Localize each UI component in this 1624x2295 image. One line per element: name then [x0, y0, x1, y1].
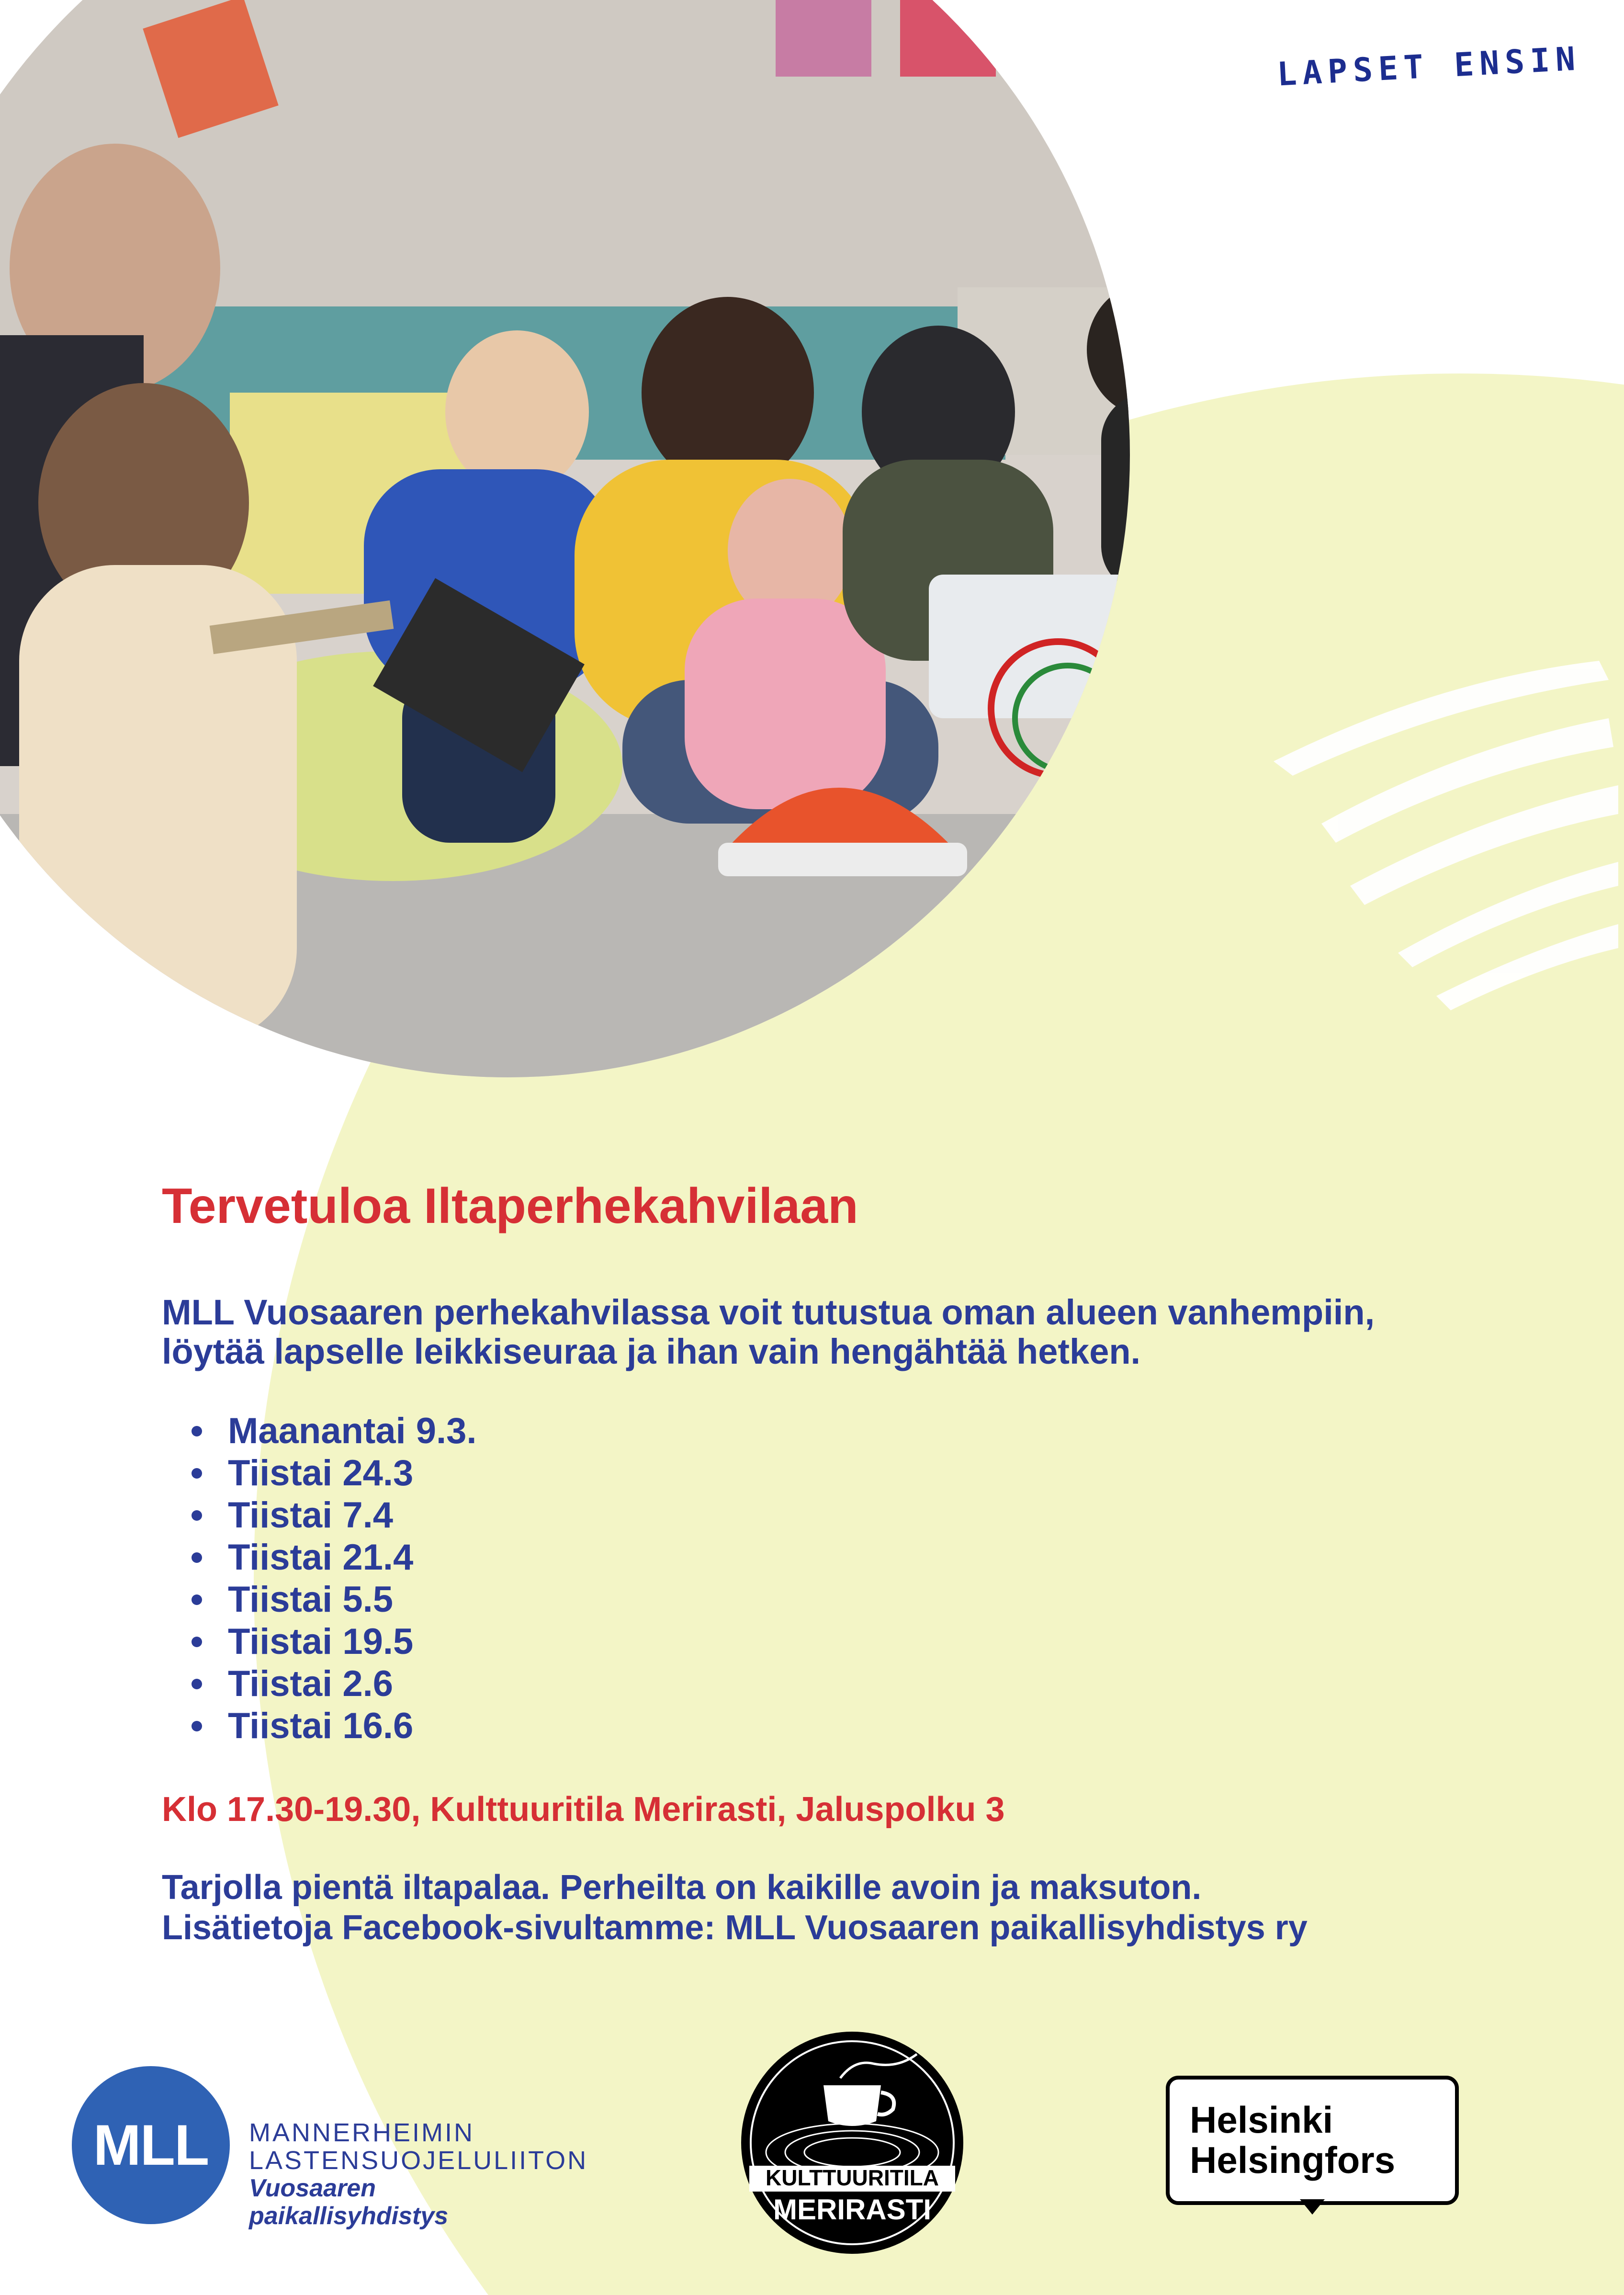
list-item [162, 1410, 477, 1452]
mll-name-line: MANNERHEIMIN [249, 2118, 475, 2147]
mll-text-block [249, 2119, 588, 2230]
extra-line: Tarjolla pientä iltapalaa. Perheilta on kaikille avoin ja maksuton. [162, 1868, 1202, 1907]
date-label: Tiistai 5.5 [228, 1579, 394, 1620]
bullet-dot-icon [192, 1594, 202, 1605]
helsinki-text [1190, 2100, 1395, 2180]
bullet-dot-icon [192, 1468, 202, 1479]
intro-line: MLL Vuosaaren perhekahvilassa voit tutustua oman alueen vanhempiin, [162, 1292, 1375, 1332]
mll-sub-line: Vuosaaren [249, 2174, 376, 2202]
date-label: Tiistai 7.4 [228, 1495, 394, 1536]
helsinki-line: Helsinki [1190, 2099, 1333, 2141]
extra-info [162, 1867, 1308, 1948]
helsinki-notch [1300, 2199, 1325, 2215]
list-item [162, 1705, 477, 1747]
bullet-dot-icon [192, 1552, 202, 1563]
extra-line: Lisätietoja Facebook-sivultamme: MLL Vuosaaren paikallisyhdistys ry [162, 1909, 1308, 1947]
list-item [162, 1452, 477, 1494]
bullet-dot-icon [192, 1679, 202, 1689]
list-item [162, 1579, 477, 1621]
intro-paragraph [162, 1293, 1407, 1371]
date-label: Maanantai 9.3. [228, 1411, 477, 1451]
dates-list [162, 1410, 477, 1747]
helsinki-logo [1166, 2076, 1463, 2219]
list-item [162, 1663, 477, 1705]
date-label: Tiistai 21.4 [228, 1537, 414, 1578]
mll-sub-line: paikallisyhdistys [249, 2202, 449, 2230]
date-label: Tiistai 2.6 [228, 1663, 394, 1704]
date-label: Tiistai 16.6 [228, 1706, 414, 1746]
merirasti-bottom-text: MERIRASTI [773, 2193, 931, 2226]
mll-name-line: LASTENSUOJELULIITON [249, 2146, 588, 2175]
merirasti-logo [740, 2030, 965, 2255]
mll-mark: MLL [72, 2066, 230, 2224]
tagline-lapset-ensin: LAPSET ENSIN [1276, 40, 1582, 94]
coffee-cup-icon [823, 2085, 881, 2126]
list-item [162, 1494, 477, 1537]
page-title: Tervetuloa Iltaperhekahvilaan [162, 1178, 858, 1234]
mll-logo [72, 2066, 588, 2230]
bullet-dot-icon [192, 1637, 202, 1647]
date-label: Tiistai 24.3 [228, 1453, 414, 1493]
time-and-place: Klo 17.30-19.30, Kulttuuritila Merirasti, Jaluspolku 3 [162, 1790, 1005, 1829]
bullet-dot-icon [192, 1510, 202, 1521]
bullet-dot-icon [192, 1721, 202, 1731]
intro-line: löytää lapselle leikkiseuraa ja ihan vain hengähtää hetken. [162, 1332, 1141, 1371]
list-item [162, 1537, 477, 1579]
merirasti-top-text: KULTTUURITILA [766, 2165, 939, 2190]
bullet-dot-icon [192, 1426, 202, 1436]
date-label: Tiistai 19.5 [228, 1621, 414, 1662]
list-item [162, 1621, 477, 1663]
helsinki-line: Helsingfors [1190, 2139, 1396, 2181]
